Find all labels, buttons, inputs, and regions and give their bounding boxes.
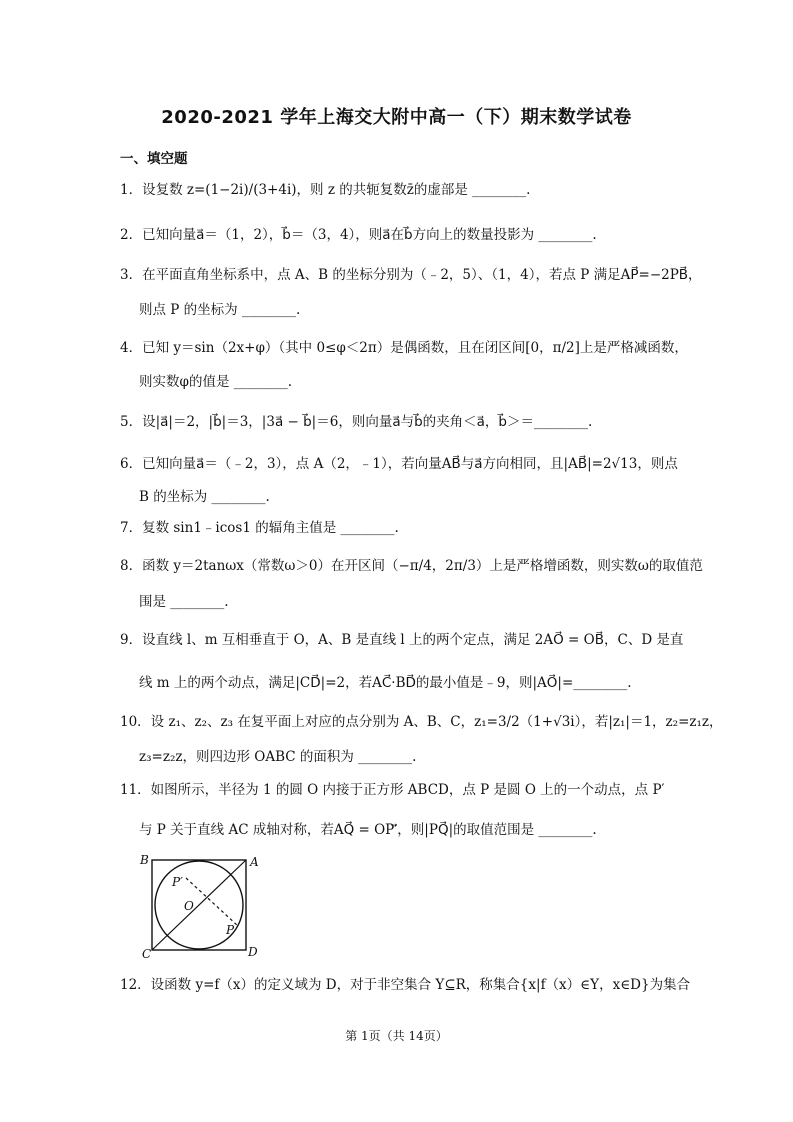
section-heading: 一、填空题: [120, 151, 188, 167]
question-4-line-2: 则实数φ的值是 ________.: [139, 374, 293, 390]
page-footer: 第 1页（共 14页）: [345, 1029, 448, 1043]
question-1: 1．设复数 z=(1−2i)/(3+4i)，则 z 的共轭复数z̄的虚部是 ________.: [120, 182, 531, 198]
label-a: A: [250, 855, 259, 869]
question-7: 7．复数 sin1﹣icos1 的辐角主值是 ________.: [120, 520, 399, 536]
label-b: B: [140, 853, 149, 867]
question-10-line-2: z₃=z₂z，则四边形 OABC 的面积为 ________.: [139, 749, 417, 765]
label-o: O: [184, 899, 194, 913]
question-8-line-2: 围是 ________.: [139, 594, 229, 610]
question-11-line-2: 与 P 关于直线 AC 成轴对称，若AQ⃗ = OP′⃗，则|PQ⃗|的取值范围是 ________.: [139, 822, 597, 838]
question-4-line-1: 4．已知 y＝sin（2x+φ）（其中 0≤φ＜2π）是偶函数，且在闭区间[0，π/2]上是严格减函数，: [120, 340, 688, 356]
label-c: C: [142, 947, 152, 961]
question-9-line-1: 9．设直线 l、m 互相垂直于 O，A、B 是直线 l 上的两个定点，满足 2AO⃗ = OB⃗，C、D 是直: [120, 632, 684, 648]
square-circle-figure: [138, 850, 266, 962]
question-3-line-2: 则点 P 的坐标为 ________.: [139, 302, 301, 318]
question-12-line-1: 12．设函数 y=f（x）的定义域为 D，对于非空集合 Y⊆R，称集合{x|f（x）∈Y，x∈D}为集合: [120, 977, 691, 993]
question-9-line-2: 线 m 上的两个动点，满足|CD⃗|=2，若AC⃗·BD⃗的最小值是﹣9，则|AO⃗|=________.: [139, 675, 632, 691]
question-5: 5．设|a⃗|＝2，|b⃗|＝3，|3a⃗ − b⃗|＝6，则向量a⃗与b⃗的夹角＜a⃗，b⃗＞＝________.: [120, 414, 593, 430]
label-p: P: [226, 923, 235, 937]
label-p-prime: P′: [172, 875, 183, 889]
page-title: 2020-2021 学年上海交大附中高一（下）期末数学试卷: [161, 107, 632, 128]
question-3-line-1: 3．在平面直角坐标系中，点 A、B 的坐标分别为（﹣2，5）、（1，4），若点 P 满足AP⃗=−2PB⃗，: [120, 267, 702, 283]
question-6-line-1: 6．已知向量a⃗＝（﹣2，3），点 A（2，﹣1），若向量AB⃗与a⃗方向相同，且|AB⃗|=2√13，则点: [120, 456, 678, 472]
question-11-line-1: 11．如图所示，半径为 1 的圆 O 内接于正方形 ABCD，点 P 是圆 O 上的一个动点，点 P′: [120, 782, 665, 798]
label-d: D: [248, 945, 258, 959]
question-8-line-1: 8．函数 y＝2tanωx（常数ω＞0）在开区间（−π/4，2π/3）上是严格增函数，则实数ω的取值范: [120, 558, 703, 574]
question-2: 2．已知向量a⃗＝（1，2），b⃗＝（3，4），则a⃗在b⃗方向上的数量投影为 ________.: [120, 227, 597, 243]
question-10-line-1: 10．设 z₁、z₂、z₃ 在复平面上对应的点分别为 A、B、C，z₁=3/2（1+√3i），若|z₁|＝1，z₂=z₁z，: [120, 714, 723, 730]
question-6-line-2: B 的坐标为 ________.: [139, 489, 270, 505]
